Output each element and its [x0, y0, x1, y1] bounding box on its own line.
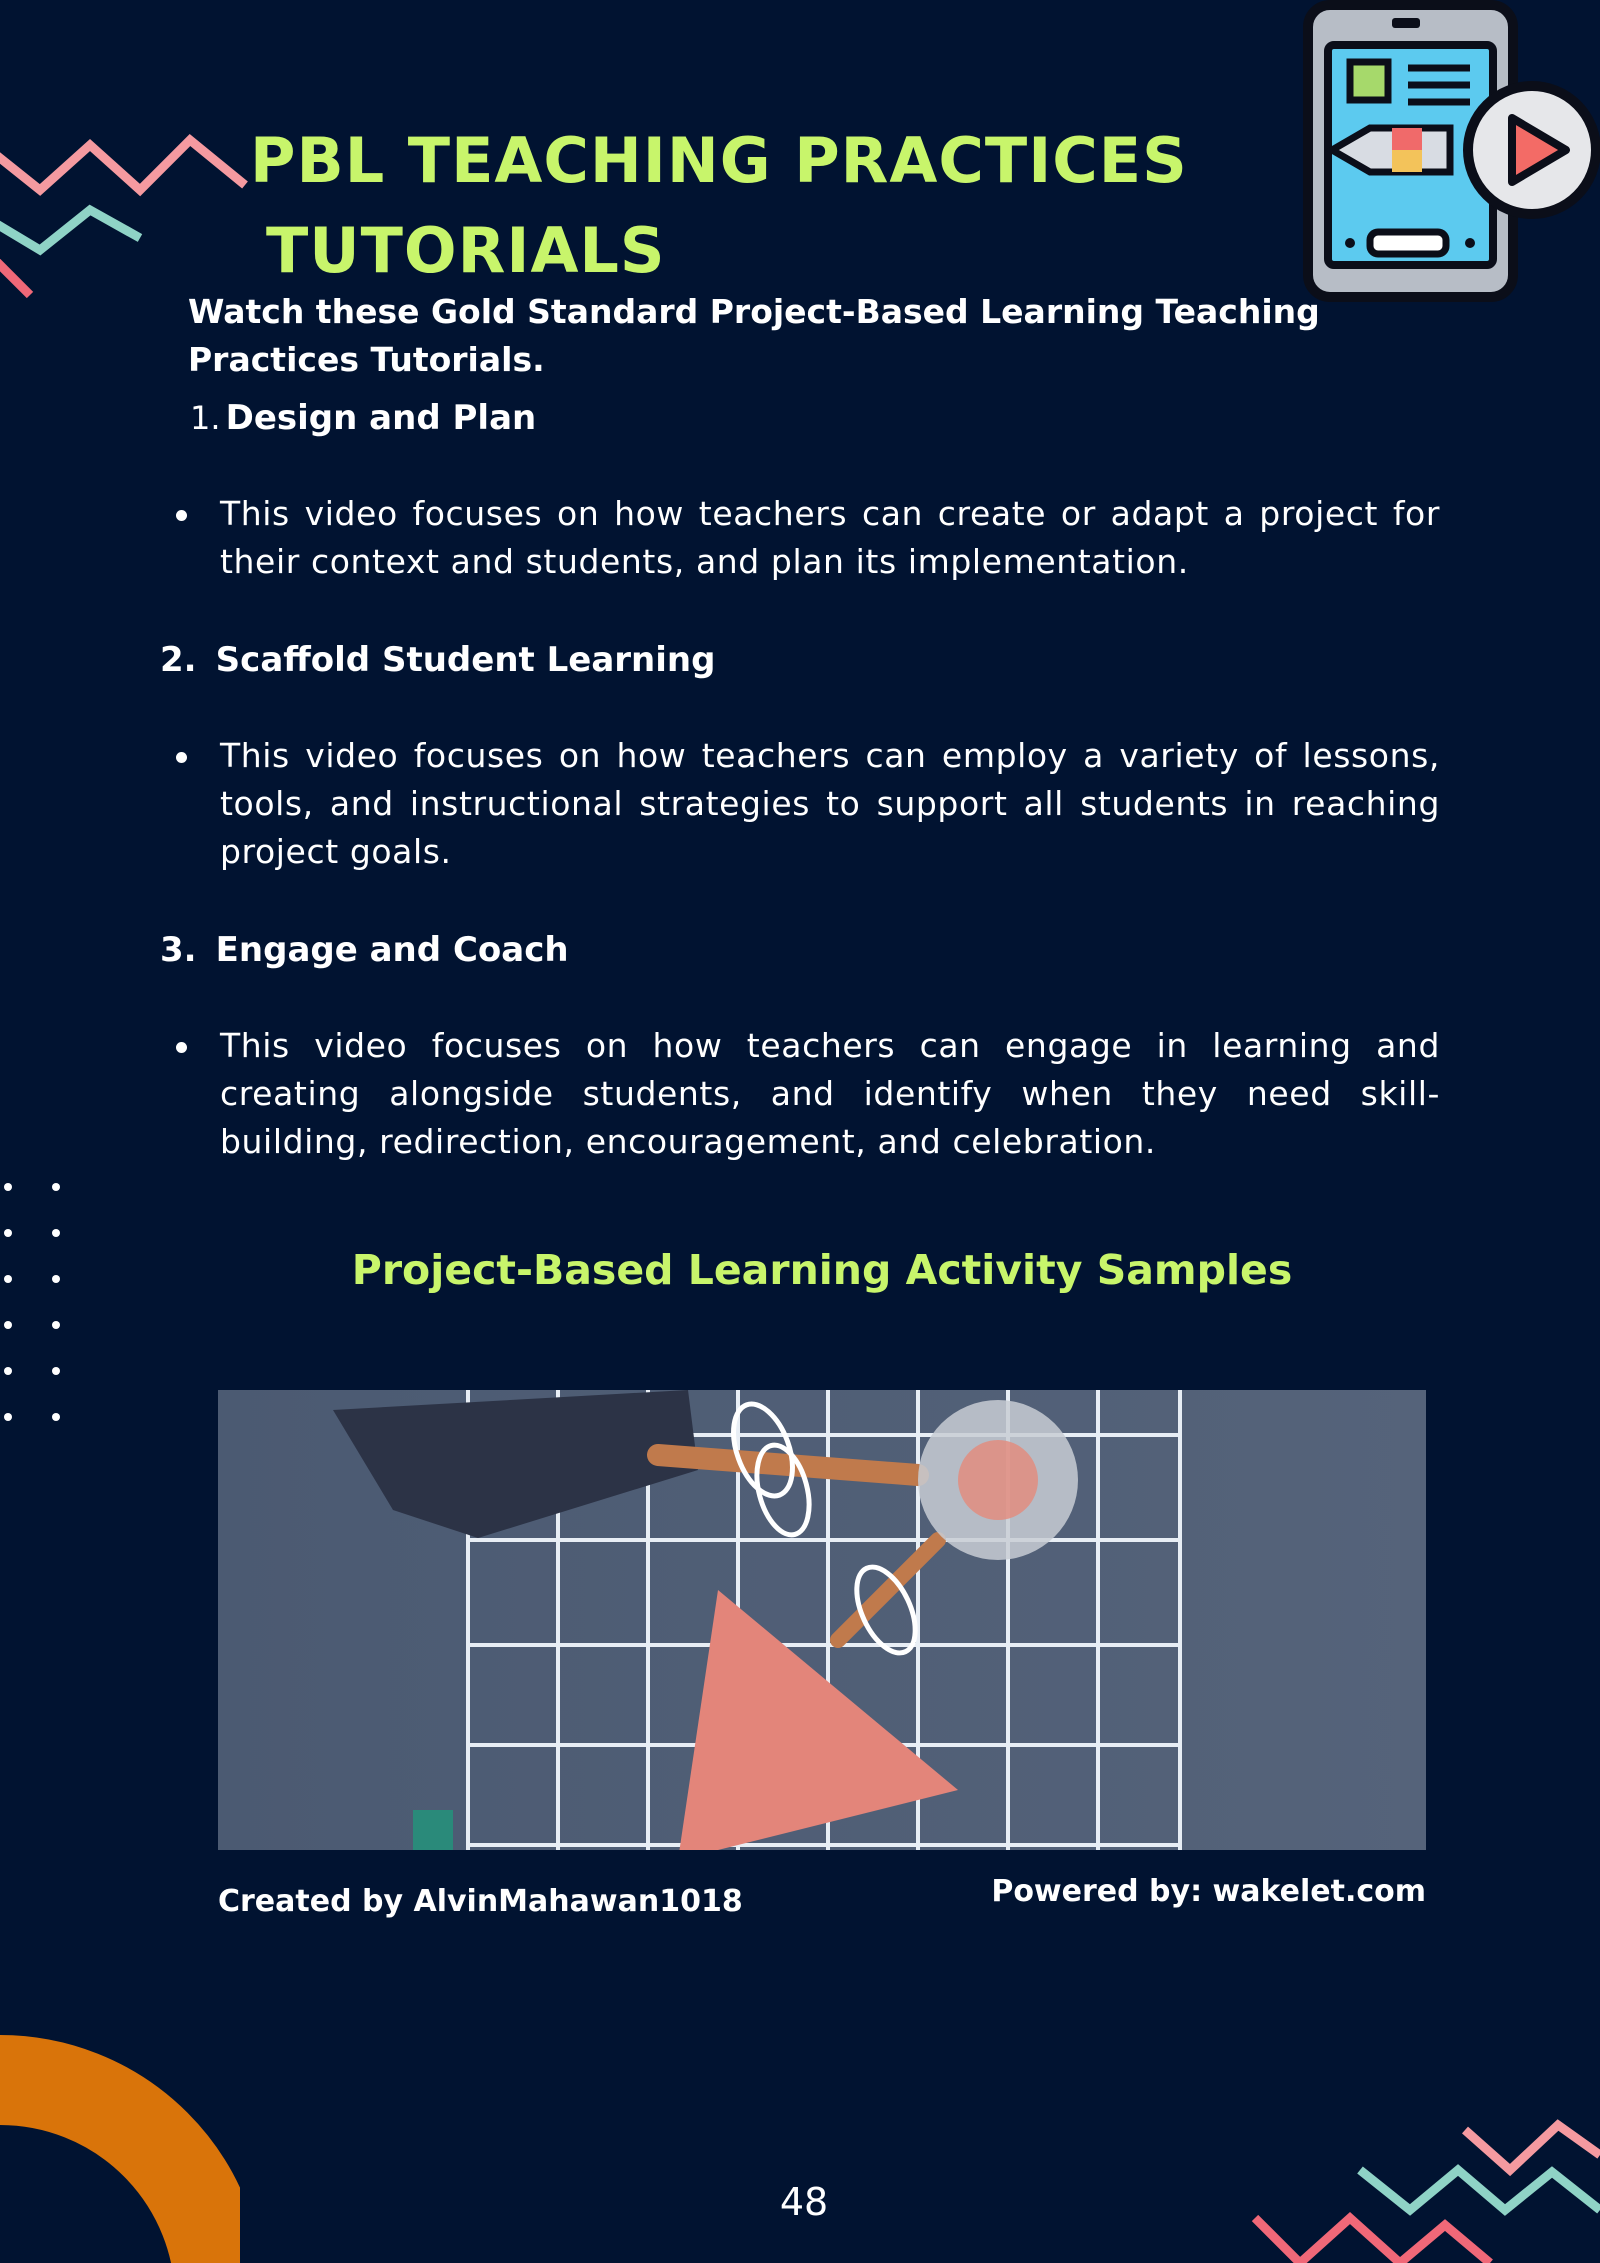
created-by-credit: Created by AlvinMahawan1018	[218, 1884, 743, 1919]
tutorial-1-title: Design and Plan	[225, 398, 537, 438]
activity-sample-video[interactable]	[218, 1390, 1426, 1850]
zigzag-decoration-bottom-right	[1240, 2100, 1600, 2263]
bullet-icon	[176, 1042, 187, 1053]
tutorial-1-description-item	[176, 490, 1440, 586]
orange-arc-decoration	[0, 2010, 240, 2263]
tutorial-3-heading	[160, 926, 569, 974]
tutorial-2-description-item	[176, 732, 1440, 876]
tutorial-1-number: 1.	[190, 399, 221, 437]
bullet-icon	[176, 510, 187, 521]
page-title-line-1: PBL TEACHING PRACTICES	[250, 124, 1188, 197]
video-thumbnail-image	[218, 1390, 1426, 1850]
tutorial-3-title: Engage and Coach	[215, 930, 569, 970]
tutorial-1-description: This video focuses on how teachers can create or adapt a project for their context and students, and plan its implementation.	[220, 494, 1440, 581]
tutorial-1-heading	[190, 394, 536, 442]
samples-section-title: Project-Based Learning Activity Samples	[351, 1246, 1293, 1294]
tutorial-3-number: 3.	[160, 930, 197, 970]
powered-by-credit: Powered by: wakelet.com	[991, 1874, 1426, 1909]
bullet-icon	[176, 752, 187, 763]
tutorial-2-heading	[160, 636, 715, 684]
tutorial-2-description: This video focuses on how teachers can employ a variety of lessons, tools, and instructional strategies to support all students in reaching project goals.	[220, 736, 1440, 871]
tutorial-3-description: This video focuses on how teachers can engage in learning and creating alongside students, and identify when they need skill-building, redirection, encouragement, and celebration.	[220, 1026, 1440, 1161]
page-title-line-2: TUTORIALS	[266, 214, 666, 287]
page-number: 48	[779, 2180, 829, 2224]
dot-grid-decoration	[0, 1175, 70, 1435]
tutorial-2-number: 2.	[160, 640, 197, 680]
tutorial-2-title: Scaffold Student Learning	[215, 640, 716, 680]
tutorial-3-description-item	[176, 1022, 1440, 1166]
zigzag-decoration-top-left	[0, 120, 260, 310]
tablet-video-icon	[1300, 0, 1600, 305]
intro-text: Watch these Gold Standard Project-Based Learning Teaching Practices Tutorials.	[188, 292, 1320, 379]
